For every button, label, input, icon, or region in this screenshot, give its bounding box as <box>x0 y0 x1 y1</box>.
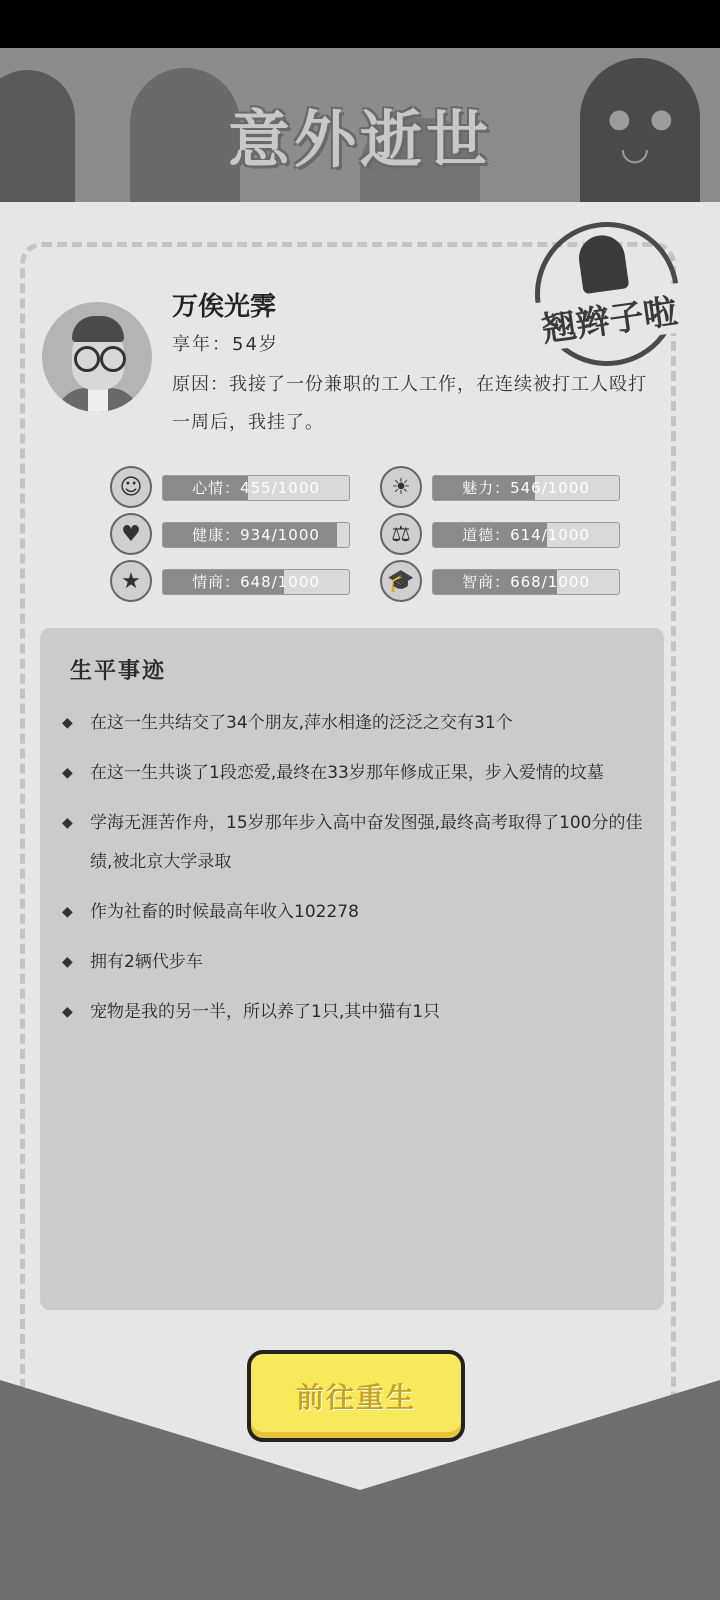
stat-bar-health <box>162 522 350 548</box>
stat-bar-charm <box>432 475 620 501</box>
ghost-eye-icon: ● <box>650 104 673 134</box>
smiley-icon: ☺ <box>110 466 152 508</box>
avatar-hair <box>72 316 124 342</box>
death-reason: 原因：我接了一份兼职的工人工作，在连续被打工人殴打一周后，我挂了。 <box>172 374 647 433</box>
glasses-icon <box>74 346 100 372</box>
stat-label: 道德：614/1000 <box>462 526 590 544</box>
life-events-title: 生平事迹 <box>70 659 167 684</box>
page-title: 意外逝世 <box>227 103 492 176</box>
age-line: 享年：54岁 <box>172 334 279 355</box>
glasses-icon <box>100 346 126 372</box>
event-text: 学海无涯苦作舟，15岁那年步入高中奋发图强,最终高考取得了100分的佳绩,被北京大学录取 <box>90 813 643 872</box>
stat-label: 魅力：546/1000 <box>462 479 590 497</box>
character-name: 万俟光霁 <box>172 292 277 322</box>
list-item <box>62 893 652 932</box>
event-text: 拥有2辆代步车 <box>90 952 203 972</box>
event-text: 在这一生共结交了34个朋友,萍水相逢的泛泛之交有31个 <box>90 713 513 733</box>
list-item <box>62 943 652 982</box>
list-item <box>62 704 652 743</box>
stat-bar-mood <box>162 475 350 501</box>
diamond-bullet-icon: ◆ <box>62 815 73 831</box>
diamond-bullet-icon: ◆ <box>62 715 73 731</box>
stat-bar-eq <box>162 569 350 595</box>
diamond-bullet-icon: ◆ <box>62 1004 73 1020</box>
stat-label: 健康：934/1000 <box>192 526 320 544</box>
list-item <box>62 754 652 793</box>
stat-bar-iq <box>432 569 620 595</box>
stat-bar-morality <box>432 522 620 548</box>
diamond-bullet-icon: ◆ <box>62 765 73 781</box>
stat-label: 心情：455/1000 <box>192 479 320 497</box>
list-item <box>62 804 652 882</box>
stamp-label: 翘辫子啦 <box>519 281 700 354</box>
ghost-mouth-icon: ◡ <box>620 128 650 168</box>
sun-icon: ☀ <box>380 466 422 508</box>
event-text: 在这一生共谈了1段恋爱,最终在33岁那年修成正果，步入爱情的坟墓 <box>90 763 604 783</box>
list-item <box>62 993 652 1032</box>
ghost-icon <box>576 232 629 294</box>
event-text: 宠物是我的另一半，所以养了1只,其中猫有1只 <box>90 1002 441 1022</box>
status-bar <box>0 0 720 48</box>
life-events-list <box>62 704 652 1043</box>
graduation-cap-icon: 🎓 <box>380 560 422 602</box>
scales-icon: ⚖ <box>380 513 422 555</box>
stat-label: 智商：668/1000 <box>462 573 590 591</box>
stat-label: 情商：648/1000 <box>192 573 320 591</box>
avatar-shirt <box>88 388 108 412</box>
heart-pulse-icon: ♥ <box>110 513 152 555</box>
ghost-eye-icon: ● <box>608 104 631 134</box>
diamond-bullet-icon: ◆ <box>62 904 73 920</box>
diamond-bullet-icon: ◆ <box>62 954 73 970</box>
event-text: 作为社畜的时候最高年收入102278 <box>90 902 359 922</box>
avatar <box>42 302 152 412</box>
rebirth-button[interactable]: 前往重生 <box>247 1350 465 1442</box>
header-banner <box>0 48 720 202</box>
star-icon: ★ <box>110 560 152 602</box>
